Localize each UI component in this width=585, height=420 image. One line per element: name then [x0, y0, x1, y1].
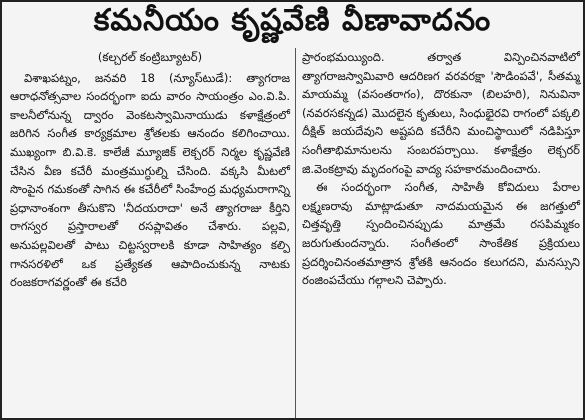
article-headline: కమనీయం కృష్ణవేణి వీణావాదనం: [93, 3, 492, 38]
article-paragraph: విశాఖపట్నం, జనవరి 18 (న్యూస్‌టుడే): త్యాగరాజ ఆరాధనోత్సవాల సందర్భంగా ఐదు వారం సాయంత్రం ఎం.వి.పి. కాలనీలోనున్న ద్వారం వెంకటస్వామినాయుడు కళాక్షేత్రంలో జరిగిన సంగీత కార్యక్రమాల శ్రోతలకు ఆనందం కలిగించాయి. ముఖ్యంగా బి.వి.కె. కాలేజీ మ్యూజిక్ లెక్చరర్ నిర్మల కృష్ణవేణి చేసిన వీణ కచేరీ మంత్రముగ్ధుల్ని చేసింది. వక్కసి మీటలో సొంపైన గమకంతో సాగిన ఈ కచేరీలో సింహేంద్ర మధ్యమరాగాన్ని ప్రధానాంశంగా తీసుకొని 'నీదయరాదా' అనే త్యాగరాజు కీర్తిని రాగస్వర ప్రస్తారాలతో రసప్లావితం చేశారు. పల్లవి, అనుపల్లవిలతో పాటు చిట్టస్వరాలకి కూడా సాహిత్యం కల్పి గానసరళిలో ఒక ప్రత్యేకత ఆపాదించుకున్న నాటకు రంజకరాగవర్ణంతో ఈ కచేరి: [10, 70, 290, 290]
article-paragraph: ఈ సందర్భంగా సంగీత, సాహితీ కోవిదులు పేరాల లక్ష్మణరావు మాట్లాడుతూ నాదమయమైన ఈ జగత్తులో చిత్తవృత్తి స్పందించినప్పుడు మాత్రమే రసపిమ్మకం జరుగుతుందన్నారు. సంగీతంలో సాంకేతిక ప్రక్రియలు ప్రదర్శించినంతమాత్రాన శ్రోతకి ఆనందం కలుగదని, మనస్సుని రంజింపచేయు గల్గాలని చెప్పారు.: [302, 180, 580, 288]
article-right-column: [302, 48, 580, 290]
article-left-column: [10, 48, 290, 292]
column-divider: [295, 48, 296, 418]
article-paragraph: ప్రారంభమయ్యింది. తర్వాత విన్పించినవాటిలో త్యాగరాజస్వామివారి ఆదరిణగ వరవరక్షా 'సౌడింపవే', సీతమ్మ మాయమ్మ (వసంతరాగం), దొరకునా (బిలహరి), నినువినా (నవరసకన్నడ) మొదలైన కృతులు, సింధుభైరవి రాగంలో పక్కలి దీక్షిత్ జయదేవుని అష్టపది కచేరీని మంచిస్థాయిలో నడిపిస్తూ సంగీతాభిమానులను సంబరపర్చాయి. కళాక్షేత్రం లెక్చరర్ జి.వెంకట్రావు మృదంగంపై వాద్య సహకారమందించారు.: [302, 50, 580, 176]
article-byline: (కల్చరల్ కంట్రిబ్యూటర్): [97, 50, 203, 64]
